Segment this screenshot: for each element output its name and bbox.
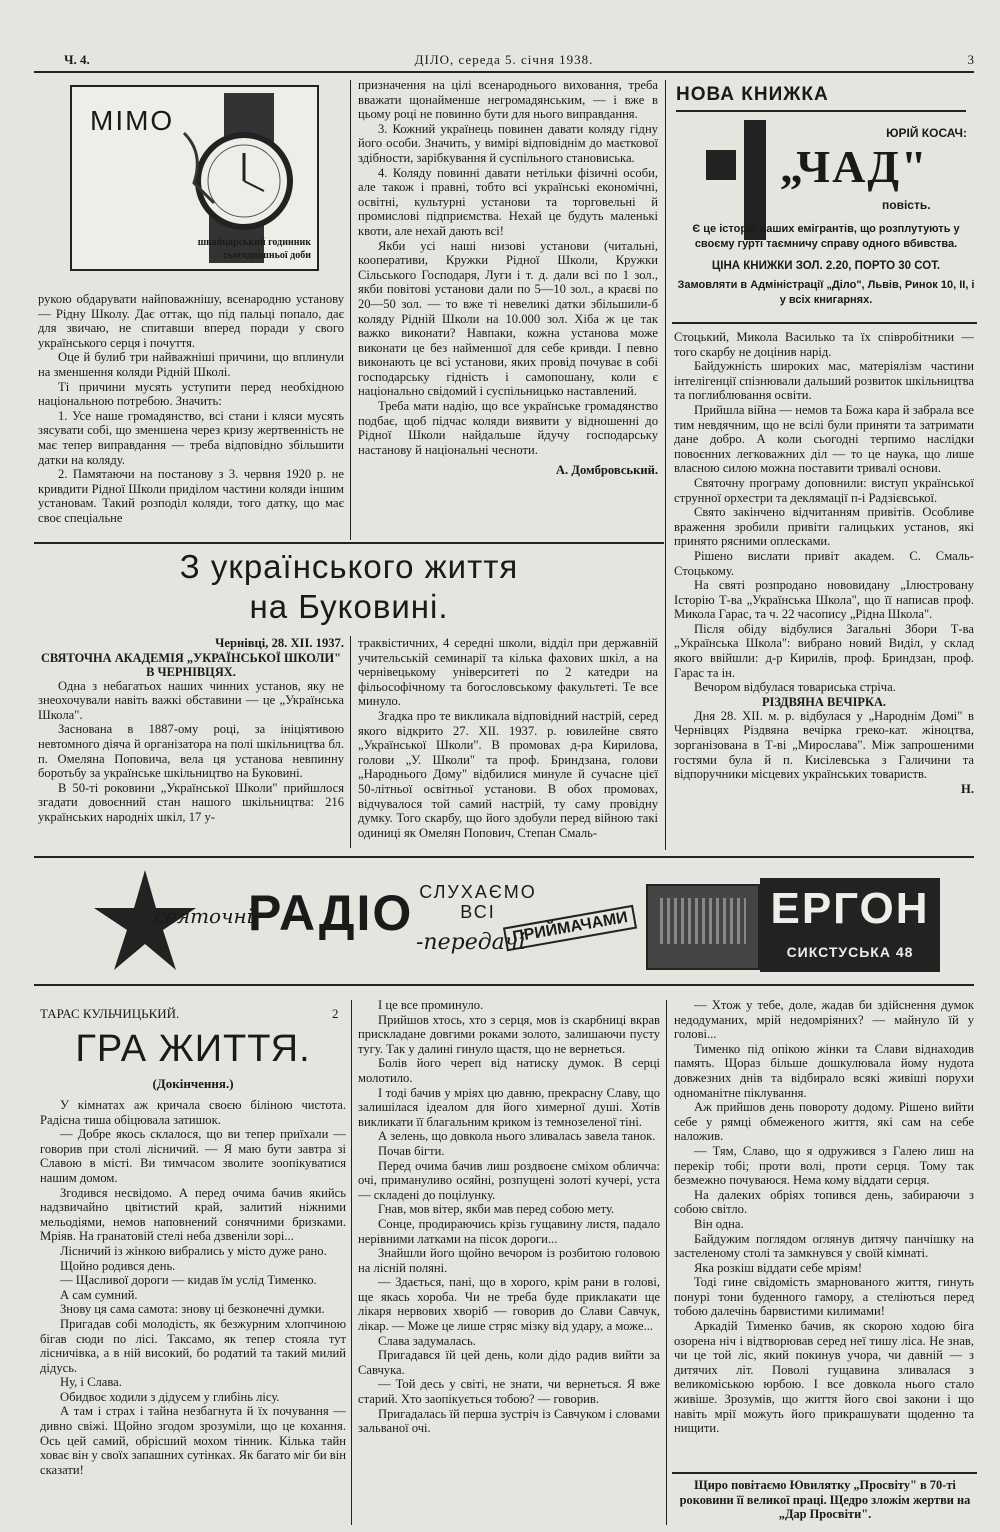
radio-ad-address: СИКСТУСЬКА 48: [786, 944, 914, 960]
page-number-left: Ч. 4.: [64, 52, 90, 67]
paragraph: А зелень, що довкола нього зливалась завела танок.: [378, 1129, 656, 1144]
paragraph: Яка розкіш віддати себе мріям!: [694, 1260, 863, 1275]
paragraph: Байдужність широких мас, матеріялізм частини інтелігенції спізнювали дальший розвиток шкільництва та поглиблювання освіти.: [674, 359, 974, 403]
page-number-right: 3: [967, 52, 974, 67]
book-ad-price: ЦІНА КНИЖКИ ЗОЛ. 2.20, ПОРТО 30 СОТ.: [711, 260, 941, 272]
book-ad-author: ЮРІЙ КОСАЧ:: [886, 126, 967, 140]
jubilee-notice: Щиро повітаємо Ювилятку „Просвіту" в 70-ті роковини її великої праці. Щедро зложім жертви на „Дар Просвіти".: [679, 1478, 971, 1522]
section-rule: [34, 856, 974, 858]
mimo-brand: MIMO: [90, 105, 175, 136]
paragraph: Святочну програму доповнили: виступ української струнної орхестри та деклямації п-і Радзієвської.: [674, 475, 974, 505]
paragraph: — Здається, пані, що в хорого, крім рани в голові, ще якась хорoба. Чи не треба буде приклакати ще лікаря нервових хворіб — говорив до Слави Савчук, лікар. — Може це лише стряс мізку від удару, а можe...: [358, 1275, 660, 1334]
section-rule: [34, 984, 974, 986]
story-title: ГРА ЖИТТЯ.: [75, 1028, 311, 1070]
paragraph: Одна з небагатьох наших чинних установ, яку не знеохочували навіть важкі обставини — це „Українська Школа".: [38, 678, 344, 722]
bukovyna-col2: [358, 636, 658, 852]
paragraph: А сам сумний.: [60, 1287, 138, 1302]
paragraph: І це все проминуло.: [378, 998, 484, 1012]
radio-ad-broadcast: -передачі: [416, 930, 526, 955]
paragraph: призначення на цілі всенароднього виховання, треба вважати щонайменше негромадянським, — і вже в цьому році не повинно бути для нього виправдання.: [358, 78, 658, 122]
paragraph: Болів його череп від натиску думок. В серці молотило.: [358, 1056, 660, 1085]
page-header: [34, 46, 974, 70]
section-subheading: РІЗДВЯНА ВЕЧІРКА.: [761, 694, 887, 709]
paragraph: Заснована в 1887-ому році, за ініціятивою невтомного діяча й організатора на полі шкільництва бл. п. Омеляна Поповича, вела ця установа невпинну боротьбу за українське шкільництво на Буковині.: [38, 722, 344, 781]
header-title: ДІЛО, середа 5. січня 1938.: [414, 52, 594, 67]
radio-ad-listen: СЛУХАЄМО ВСІ: [419, 882, 537, 922]
paragraph: Аж прийшов день повороту додому. Рішено вийти себе у рямці обмеженого життя, які сам на себе наложив.: [674, 1100, 974, 1144]
story-col2: [358, 998, 660, 1523]
mimo-caption-1: швайцарський годинник: [197, 237, 311, 248]
paragraph: Прийшла війна — немов та Божа кара й забрала все тим невдячним, що не всілі були приняти та затримати дане добро. А коли сьогодні терпимо наслідки повоєнних легковажних діл — то це наука, що лише власною силою можна поставити тривалі основи.: [674, 402, 974, 476]
bukovyna-col1: [38, 636, 344, 852]
story-col1: [40, 1098, 346, 1518]
book-ad-rule: [676, 110, 966, 112]
radio-ad-radio: РАДІО: [248, 885, 414, 941]
book-ad-square-mark: [706, 150, 736, 180]
section-subheading: СВЯТОЧНА АКАДЕМІЯ „УКРАЇНСЬКОЇ ШКОЛИ" В ЧЕРНІВЦЯХ.: [40, 650, 342, 679]
paragraph: Вечором відбулася товариська стріча.: [694, 680, 896, 695]
paragraph: На святі розпродано нововидану „Ілюстровану Історію Т-ва „Українська Школа", що її написав проф. Микола Гарас, та ч. 22 часопису „Рідна Школа".: [674, 578, 974, 622]
story-author: ТАРАС КУЛЬЧИЦЬКИЙ.: [40, 1006, 180, 1021]
column-rule: [350, 80, 351, 540]
dateline: Чернівці, 28. XII. 1937.: [215, 636, 344, 650]
book-ad-description: Є це історія наших емігрантів, що розплутують у своєму гурті таємничу справу одного вбивства.: [692, 223, 960, 250]
paragraph: В 50-ті роковини „Української Школи" прийшлося згадати довоєнний стан нашого шкільництва: 216 українських народніх шкіл, 17 у-: [38, 780, 344, 824]
paragraph: А там і страх і тайна незбагнута й їх почування — дивно свіжі. Щойно згодом зрозуміли, що це кохання. Ось цей самий, обрісший мохом тінник. Кілька тайн ховає він у своїх запашних сутінках. Як багато міг би він сказати!: [40, 1404, 346, 1477]
paragraph: Ті причини мусять уступити перед необхідною національною потребою. Значить:: [38, 379, 344, 409]
paragraph: Дня 28. XII. м. р. відбулася у „Народнім Домі" в Чернівцях Різдвяна вечірка греко-кат. жіноцтва, зорганізована в Т-ві „Мирослава". Між запрошеними гостями була й п. Кисілевська з Галичини та відпоручники місцевих українських товариств.: [674, 708, 974, 782]
book-ad-bottom-rule: [672, 322, 977, 324]
book-ad-title: „ЧАД": [780, 141, 929, 192]
radio-cabinet-illustration: [646, 884, 760, 970]
paragraph: Обидвоє ходили з дідусем у глибінь лісу.: [60, 1389, 280, 1404]
paragraph: — Тям, Славо, що я одружився з Галею лиш на перекір тобі; проти волі, проти серця. Тому так безмежно почуваюся. Нема кому віддати серця.: [674, 1143, 974, 1188]
paragraph: Пригадався їй цей день, коли дідо радив вийти за Савчука.: [358, 1348, 660, 1377]
paragraph: Знову ця сама самота: знову ці безконечні думки.: [60, 1302, 325, 1317]
paragraph: І тоді бачив у мріях цю давню, прекрасну Славу, що залишілася ідеалом для його химерної душі. Хотів викликати її благальним криком із темнозеленої тіні.: [358, 1085, 660, 1129]
paragraph: Рішено вислати привіт академ. С. Смаль-Стоцькому.: [674, 548, 974, 578]
book-ad: [672, 80, 977, 320]
column-rule: [665, 80, 666, 850]
column-rule: [350, 636, 351, 848]
column-rule: [666, 1000, 667, 1525]
paragraph: 1. Усе наше громадянство, всі стани і кляси мусять зясувати собі, що зменшена через кризу жертвенність не має тепер виправдання — треба відповідно збільшити датки на коляду.: [38, 408, 344, 467]
paragraph: Пригадав собі молодість, як безжурним хлопчиною бігав сюди по лісі. Таксамо, як тепер стояла тут лісничівка, а в ній високий, бо родатий та такий милий дідусь.: [40, 1316, 346, 1375]
radio-ad: [34, 864, 974, 978]
paragraph: Сонце, продираючись крізь гущавину листя, падало нерівними латками на пісок дороги...: [358, 1216, 660, 1246]
paragraph: Треба мати надію, що все українське громадянство подбає, щоб підчас коляди виявити у відношенні до Рідної Школи найдальше йдучу господарську настанову й національні чесноти.: [358, 399, 658, 457]
column-rule: [351, 1000, 352, 1525]
paragraph: Згадка про те викликала відповідний настрій, серед якого відкрито 27. XII. 1937. р. ювилейне свято „Української Школи". В промовах д-ра Кирилова, голови „У. Школи" та проф. Бриндзана, голови „Народнього Дому" відбилися минуле й сучасне цієї 50-літньої освітньої установи. В обох промовах, відчувалося той самий настрій, ту саму провідну думку. Того скарбу, що його здобули перед війною такі одиниці як Омелян Попович, Степан Смаль-: [358, 708, 658, 840]
mimo-caption-2: сьогоднішньої доби: [223, 250, 311, 261]
bukovyna-headline-1: З українського життя: [179, 548, 519, 585]
paragraph: Почав бігти.: [378, 1143, 445, 1158]
radio-ad-receivers: ПРИЙМАЧАМИ: [503, 905, 638, 952]
story-col3: [674, 998, 974, 1468]
top-article-col2: [358, 78, 658, 540]
signature: А. Домбровський.: [555, 463, 658, 478]
radio-ad-brand: ЕРГОН: [770, 884, 930, 933]
book-ad-genre: повість.: [882, 198, 931, 212]
paragraph: — Щасливої дороги — кидав їм услід Тименко.: [60, 1273, 317, 1288]
top-article-col1: [38, 292, 344, 542]
jubilee-rule: [672, 1472, 977, 1474]
paragraph: Прийшов хтось, хто з серця, мов із скарбниці вкрав прискладане довгими роками золото, залишаючи пусту тугу. Так у далині гинуло щастя, що не вернеться.: [358, 1012, 660, 1056]
paragraph: Лісничий із жінкою вибрались у місто дуже рано.: [60, 1243, 327, 1258]
paragraph: траквістичних, 4 середні школи, відділ при державній учительській семинарії та кілька фахових шкіл, а на чернівецькому університеті по 2 катедри на фільософічному та богословському факультеті. Те все минуло.: [358, 636, 658, 709]
paragraph: Після обіду відбулися Загальні Збори Т-ва „Українська Школа": вибрано новий Виділ, у склад якого ввійшли: д-р Кирилів, проф. Бриндзан, проф. Гарас та ін.: [674, 621, 974, 680]
paragraph: 4. Коляду повинні давати нетільки фізичні особи, але також і правні, тобто всі українські економічні, освітні, культурні установи та торговельні й промислові підприємства. Нехай це будуть маленькі квоти, але нехай дають всі!: [358, 165, 658, 238]
paragraph: Стоцький, Микола Василько та їх співробітники — того скарбу не доцінив нарід.: [674, 330, 974, 359]
paragraph: На далеких обріях топився день, забираючи з собою світло.: [674, 1187, 974, 1217]
paragraph: 2. Памятаючи на постанову з 3. червня 1920 р. не кривдити Рідної Школи придiлом частини коляди іншим установам. Такий розподіл коляди, того датку, що має своє спеціальне: [38, 467, 344, 525]
paragraph: Ну, і Слава.: [60, 1375, 122, 1390]
paragraph: Знайшли його щойно вечором із розбитою головою на лісній поляні.: [358, 1246, 660, 1275]
paragraph: Тоді гине свідомість змарнованого життя, гинуть понурі тони буденного гамору, а стеліються перед тобою далечінь барвистими килимами!: [674, 1275, 974, 1319]
bukovyna-headline-2: на Буковині.: [249, 588, 449, 625]
paragraph: Гнав, мов вітер, якби мав перед собою мету.: [378, 1202, 615, 1217]
paragraph: Згодився несвідомо. А перед очима бачив якийсь надзвичайно цвітистий край, залитий ніжними мельодіями, немов наповнений сонячними бризками. Мріяв. На гранатовій стелі неба дзвеніли зорі...: [40, 1185, 346, 1244]
radio-ad-brand-box: [760, 878, 940, 972]
paragraph: рукою обдарувати найповажнішу, всенародню установу — Рідну Школу. Дає оттак, що під пальці попало, дає для звичаю, не спитавши вперед поради у свого українського серця і почуття.: [38, 292, 344, 350]
paragraph: Він одна.: [694, 1216, 744, 1231]
header-rule: [34, 71, 974, 73]
signature: Н.: [961, 781, 974, 796]
mimo-watch-ad: [70, 85, 319, 271]
paragraph: — Добре якось склалося, що ви тепер приїхали — говорив при столі лісничий. — Я маю бути завтра зі Славою в місті. Ви тимчасом зволите зоопікуватися нашим домом.: [40, 1127, 346, 1185]
radio-ad-holiday: святочні: [154, 904, 254, 928]
paragraph: У кімнатах аж кричала своєю біліною чистота. Радісна тиша обіцювала затишок.: [40, 1098, 346, 1127]
section-rule: [34, 542, 664, 544]
story-subtitle: (Докінчення.): [152, 1076, 234, 1091]
book-ad-order: Замовляти в Адміністрації „Діло", Львів, Ринок 10, ІІ, і у всіх книгарнях.: [677, 279, 975, 306]
radio-speaker-grille: [660, 898, 746, 944]
paragraph: Перед очима бачив лиш роздвоєне сміхом обличча: очі, примануливо осяйні, розпущені золоті кучері, уста — складені до поцілунку.: [358, 1158, 660, 1202]
right-article: [674, 330, 974, 850]
paragraph: Аркадій Тименко бачив, як скорою ходою біга озорена ніч і відтворював серед неї тишу ліса. Не знав, чи це той ліс, який покинув учора, чи давній — з дитячих літ. Поволі гущавина зливалася з великоміською юрбою. І все довкола нього стало живіше. Зрозумів, що життя його своі закони і що навіть мрії можуть його прикрашувати щоденно та нищити.: [674, 1319, 974, 1436]
paragraph: — Той десь у світі, не знати, чи вернеться. Я вже старий. Хто заопікується тобою? — говорив.: [358, 1377, 660, 1407]
paragraph: Оце й булиб три найважніші причини, що вплинули на зменшення коляди Рідній Школі.: [38, 350, 344, 379]
paragraph: Якби усі наші низові установи (читальні, кооперативи, Кружки Рідної Школи, Кружки Сільського Господаря, Луги і т. д. дали всі по 1 зол., якби повітові установи дали по 5—10 зол., а краєві по 20—50 зол. — то вже ті невеликі датки збільшили-б коляду Рідній Школи на 10.000 зол. Хіба ж це так важко виконати? Навпаки, кожна установа може виконати це без найменшої для себе кривди. І певно виконають це всі установи, яких провід почуває в собі господарську гідність і самопошану, коли є національно свідомий і суспільницько наставлений.: [358, 238, 658, 399]
paragraph: Щойно родився день.: [60, 1258, 176, 1273]
paragraph: 3. Кожний українець повинен давати коляду гідну його особи. Значить, у вимірі відповіднім до маєткової здібности, зарібкування й суспільного становиська.: [358, 121, 658, 165]
paragraph: — Хтож у тебе, доле, жадав би здійснення думок недодуманих, мрій недомріяних? — майнуло їй у голові...: [674, 998, 974, 1042]
paragraph: Байдужим поглядом оглянув дитячу панчішку на застеленому столі та замкнувся у своїй кімнаті.: [674, 1231, 974, 1261]
paragraph: Тименко під опікою жінки та Слави віднаходив память. Щораз більше дошкулювала йому нудота довжезних днів та відбирало всякі живіші порухи одноманітне піклування.: [674, 1041, 974, 1100]
book-ad-heading: НОВА КНИЖКА: [676, 84, 829, 105]
paragraph: Пригадалась їй перша зустріч із Савчуком і словами зальваної очі.: [358, 1406, 660, 1436]
paragraph: Слава задумалась.: [378, 1333, 476, 1348]
story-part-number: 2: [332, 1006, 339, 1021]
paragraph: Свято закінчено відчитанням привітів. Особливе враження зробили привіти галицьких установ, які принято рясними оплесками.: [674, 505, 974, 549]
